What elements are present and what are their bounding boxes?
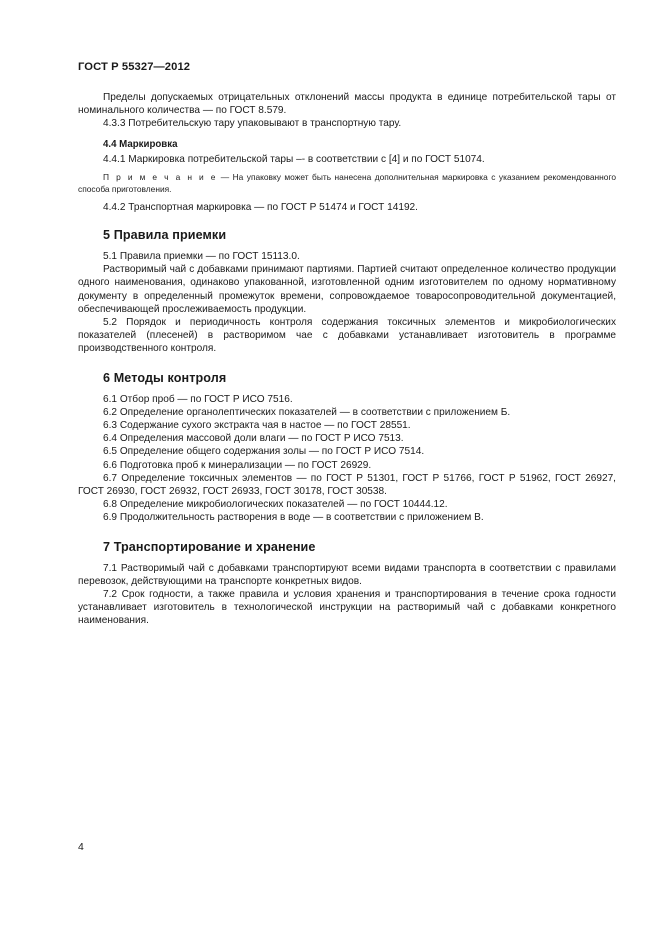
page-number: 4 [78, 842, 84, 853]
note-paragraph [78, 172, 616, 195]
paragraph-4-3-3: 4.3.3 Потребительскую тару упаковывают в транспортную тару. [103, 118, 402, 130]
list-item: 6.8 Определение микробиологических показателей — по ГОСТ 10444.12. [103, 498, 448, 510]
paragraph-5-1-lot: Растворимый чай с добавками принимают партиями. Партией считают определенное количество продукции одного наименования, одинаково упакованной, изготовленной одним изготовителем по одному нормативному документу в определенный промежуток времени, сопровождаемое товаросопроводительной документацией, обеспечивающей прослеживаемость продукции. [78, 264, 616, 315]
paragraph-mass-tolerance: Пределы допускаемых отрицательных отклонений массы продукта в единице потребительской тары от номинального количества — по ГОСТ 8.579. [78, 92, 616, 117]
section-heading-transport-storage: 7 Транспортирование и хранение [103, 539, 316, 554]
list-item: 6.7 Определение токсичных элементов — по ГОСТ Р 51301, ГОСТ Р 51766, ГОСТ Р 51962, ГОСТ 26927, ГОСТ 26930, ГОСТ 26932, ГОСТ 26933, ГОСТ 30178, ГОСТ 30538. [78, 472, 616, 497]
section-heading-test-methods: 6 Методы контроля [103, 371, 227, 386]
paragraph-4-4-1: 4.4.1 Маркировка потребительской тары –- в соответствии с [4] и по ГОСТ 51074. [103, 154, 485, 166]
list-item: 6.3 Содержание сухого экстракта чая в настое — по ГОСТ 28551. [103, 420, 411, 432]
paragraph-4-4-2: 4.4.2 Транспортная маркировка — по ГОСТ Р 51474 и ГОСТ 14192. [103, 202, 418, 214]
document-header: ГОСТ Р 55327—2012 [78, 61, 191, 73]
list-item: 6.4 Определения массовой доли влаги — по ГОСТ Р ИСО 7513. [103, 433, 404, 445]
list-item: 6.2 Определение органолептических показателей — в соответствии с приложением Б. [103, 407, 511, 419]
paragraph-5-2: 5.2 Порядок и периодичность контроля содержания токсичных элементов и микробиологических показателей (плесеней) в растворимом чае с добавками устанавливает изготовитель в программе производственного контроля. [78, 316, 616, 354]
document-body [78, 91, 616, 627]
list-item: 6.9 Продолжительность растворения в воде — в соответствии с приложением В. [103, 511, 484, 523]
paragraph-7-2: 7.2 Срок годности, а также правила и условия хранения и транспортирования в течение срока годности устанавливает изготовитель в технологической инструкции на растворимый чай с добавками конкретного наименования. [78, 589, 616, 627]
note-text: — На упаковку может быть нанесена дополнительная маркировка с указанием рекомендованного способа приготовления. [78, 172, 616, 194]
paragraph-5-1: 5.1 Правила приемки — по ГОСТ 15113.0. [103, 251, 300, 263]
subsection-heading-marking: 4.4 Маркировка [103, 139, 178, 151]
section-heading-acceptance: 5 Правила приемки [103, 228, 227, 243]
test-methods-list [78, 393, 616, 524]
list-item: 6.5 Определение общего содержания золы — по ГОСТ Р ИСО 7514. [103, 446, 425, 458]
document-page [78, 0, 616, 935]
paragraph-7-1: 7.1 Растворимый чай с добавками транспортируют всеми видами транспорта в соответствии с правилами перевозок, действующими на транспорте конкретных видов. [78, 562, 616, 588]
list-item: 6.1 Отбор проб — по ГОСТ Р ИСО 7516. [103, 394, 293, 406]
note-label: П р и м е ч а н и е [103, 172, 218, 183]
list-item: 6.6 Подготовка проб к минерализации — по ГОСТ 26929. [103, 459, 372, 471]
